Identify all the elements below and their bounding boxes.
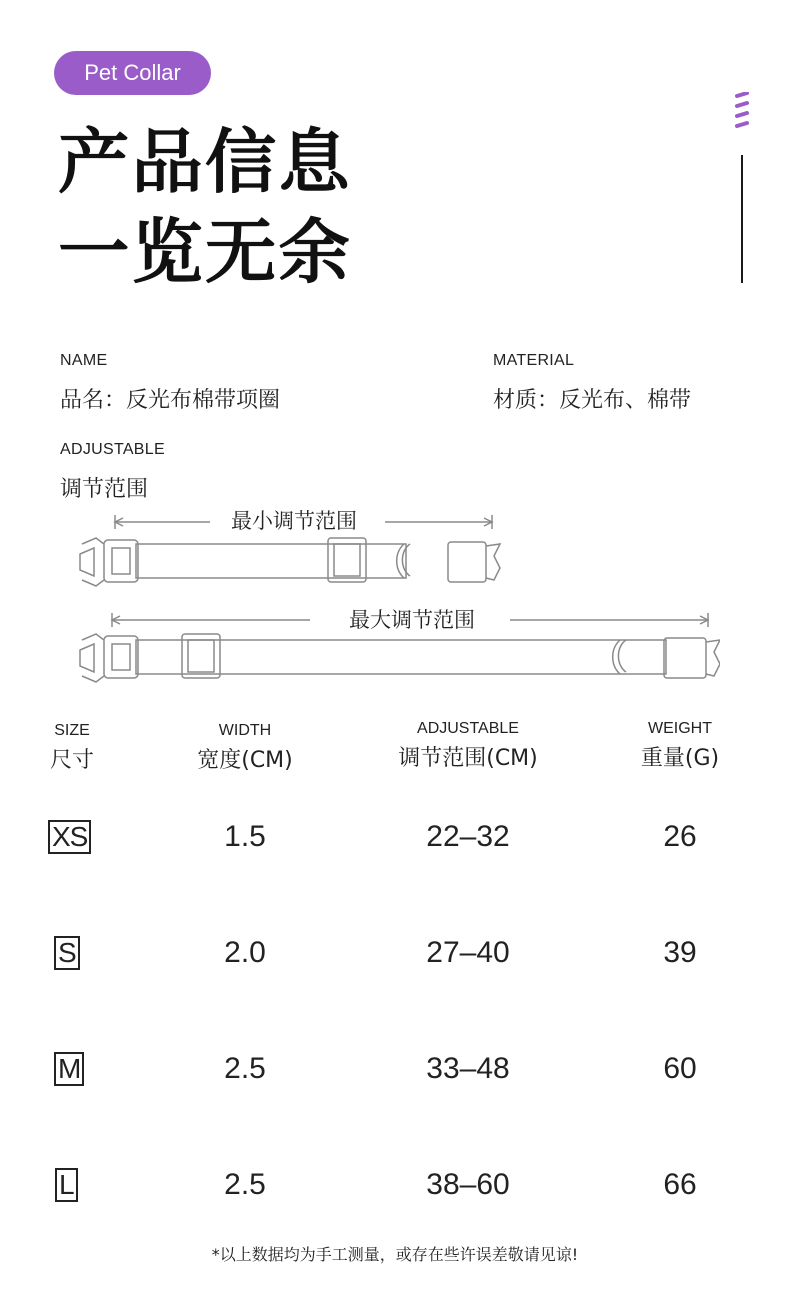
collar-short-drawing bbox=[80, 538, 500, 586]
material-label-en: MATERIAL bbox=[493, 352, 575, 369]
decorative-slashes-icon bbox=[733, 92, 753, 132]
headline-line-1: 产品信息 bbox=[58, 121, 352, 203]
headline-line-2: 一览无余 bbox=[58, 211, 352, 293]
size-badge-xs: XS bbox=[48, 820, 91, 854]
width-header-cn: 宽度(CM) bbox=[197, 748, 293, 773]
adjustable-header-en: ADJUSTABLE bbox=[417, 720, 519, 737]
weight-l: 66 bbox=[663, 1168, 697, 1201]
adjustable-label-cn: 调节范围 bbox=[60, 477, 149, 502]
measurement-footnote: *以上数据均为手工测量，或存在些许误差敬请见谅! bbox=[211, 1245, 579, 1264]
weight-s: 39 bbox=[663, 936, 697, 969]
decorative-vertical-line bbox=[741, 155, 743, 283]
weight-header-en: WEIGHT bbox=[648, 720, 712, 737]
adjustable-label-en: ADJUSTABLE bbox=[60, 441, 165, 458]
range-xs: 22–32 bbox=[426, 820, 510, 853]
range-s: 27–40 bbox=[426, 936, 510, 969]
size-header-cn: 尺寸 bbox=[49, 748, 94, 773]
size-badge-s: S bbox=[54, 936, 80, 970]
size-badge-m: M bbox=[54, 1052, 84, 1086]
min-range-label: 最小调节范围 bbox=[231, 509, 357, 533]
product-category-badge: Pet Collar bbox=[54, 51, 211, 95]
weight-header-cn: 重量(G) bbox=[640, 746, 720, 771]
size-header-en: SIZE bbox=[54, 722, 90, 739]
max-range-label: 最大调节范围 bbox=[349, 608, 475, 632]
collar-long-drawing bbox=[80, 634, 720, 682]
name-label-en: NAME bbox=[60, 352, 108, 369]
size-badge-l: L bbox=[55, 1168, 78, 1202]
width-m: 2.5 bbox=[224, 1052, 266, 1085]
range-l: 38–60 bbox=[426, 1168, 510, 1201]
width-xs: 1.5 bbox=[224, 820, 266, 853]
width-s: 2.0 bbox=[224, 936, 266, 969]
width-l: 2.5 bbox=[224, 1168, 266, 1201]
adjustable-header-cn: 调节范围(CM) bbox=[398, 746, 538, 771]
weight-xs: 26 bbox=[663, 820, 697, 853]
collar-adjustment-diagram bbox=[70, 500, 720, 690]
material-value: 材质：反光布、棉带 bbox=[493, 388, 692, 413]
name-value: 品名：反光布棉带项圈 bbox=[60, 388, 281, 413]
range-m: 33–48 bbox=[426, 1052, 510, 1085]
width-header-en: WIDTH bbox=[218, 722, 272, 739]
weight-m: 60 bbox=[663, 1052, 697, 1085]
